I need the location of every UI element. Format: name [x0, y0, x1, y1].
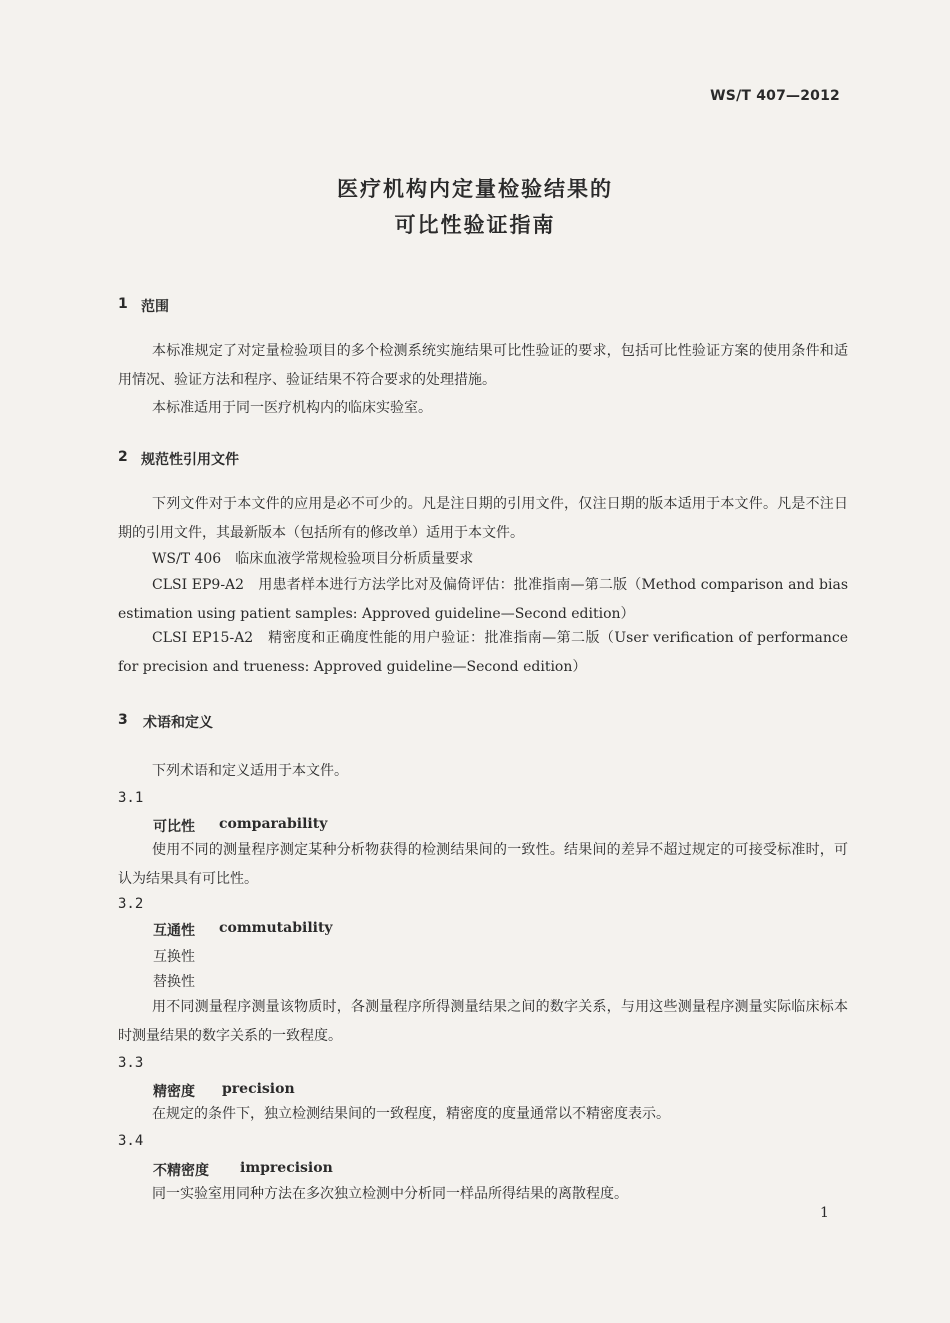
term-definition: 用不同测量程序测量该物质时，各测量程序所得测量结果之间的数字关系，与用这些测量程序测量实际临床标本时测量结果的数字关系的一致程度。 — [118, 999, 848, 1044]
reference-ws-t-406: WS/T 406 临床血液学常规检验项目分析质量要求 — [152, 551, 474, 567]
term-synonym-1: 互换性 — [153, 949, 195, 965]
section-1-paragraph-2: 本标准适用于同一医疗机构内的临床实验室。 — [152, 400, 432, 416]
term-synonym-2: 替换性 — [153, 974, 195, 990]
term-definition: 同一实验室用同种方法在多次独立检测中分析同一样品所得结果的离散程度。 — [152, 1186, 628, 1202]
term-english: comparability — [219, 816, 328, 832]
reference-clsi-ep15-a2: CLSI EP15-A2 精密度和正确度性能的用户验证：批准指南—第二版（User verification of performance for precision and trueness: Approved guideline—Second edition） — [118, 630, 848, 675]
page-number: 1 — [820, 1205, 829, 1221]
term-english: precision — [222, 1081, 295, 1097]
section-3-heading: 术语和定义 — [143, 715, 213, 731]
term-number: 3.2 — [118, 896, 144, 912]
section-2-paragraph-1: 下列文件对于本文件的应用是必不可少的。凡是注日期的引用文件，仅注日期的版本适用于本文件。凡是不注日期的引用文件，其最新版本（包括所有的修改单）适用于本文件。 — [118, 496, 848, 541]
term-number: 3.4 — [118, 1133, 144, 1149]
term-chinese: 精密度 — [153, 1084, 195, 1100]
title-line-2: 可比性验证指南 — [394, 213, 556, 237]
term-chinese: 可比性 — [153, 819, 195, 835]
standard-code: WS/T 407—2012 — [710, 88, 840, 104]
term-english: commutability — [219, 920, 333, 936]
section-1-paragraph-1: 本标准规定了对定量检验项目的多个检测系统实施结果可比性验证的要求，包括可比性验证方案的使用条件和适用情况、验证方法和程序、验证结果不符合要求的处理措施。 — [118, 343, 848, 388]
section-3-intro: 下列术语和定义适用于本文件。 — [152, 763, 348, 779]
section-2-number: 2 — [118, 449, 128, 465]
term-chinese: 不精密度 — [153, 1163, 209, 1179]
section-1-heading: 范围 — [141, 299, 169, 315]
section-2-heading: 规范性引用文件 — [141, 452, 239, 468]
term-english: imprecision — [240, 1160, 333, 1176]
term-definition: 在规定的条件下，独立检测结果间的一致程度，精密度的度量通常以不精密度表示。 — [152, 1106, 670, 1122]
section-3-number: 3 — [118, 712, 128, 728]
section-1-number: 1 — [118, 296, 128, 312]
term-number: 3.3 — [118, 1055, 144, 1071]
term-number: 3.1 — [118, 790, 144, 806]
reference-clsi-ep9-a2: CLSI EP9-A2 用患者样本进行方法学比对及偏倚评估：批准指南—第二版（Method comparison and bias estimation using patient samples: Approved guideline—Second edition） — [118, 577, 848, 622]
term-definition: 使用不同的测量程序测定某种分析物获得的检测结果间的一致性。结果间的差异不超过规定的可接受标准时，可认为结果具有可比性。 — [118, 842, 848, 887]
term-chinese: 互通性 — [153, 923, 195, 939]
title-line-1: 医疗机构内定量检验结果的 — [337, 177, 613, 201]
